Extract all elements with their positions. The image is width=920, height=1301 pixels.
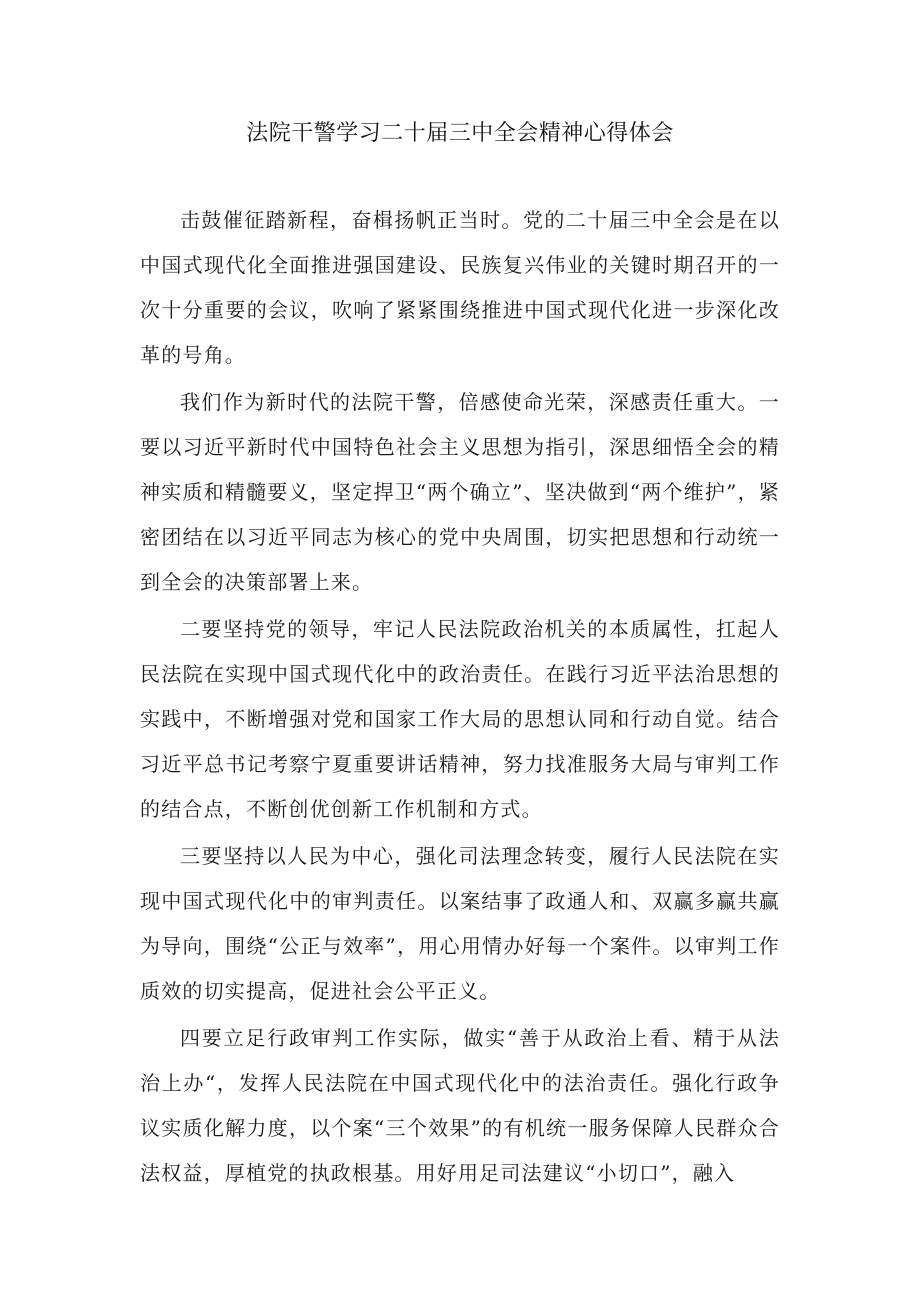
paragraph-1: 击鼓催征踏新程，奋楫扬帆正当时。党的二十届三中全会是在以中国式现代化全面推进强国建设、民族复兴伟业的关键时期召开的一次十分重要的会议，吹响了紧紧围绕推进中国式现代化进一步深化改革的号角。 xyxy=(140,208,780,367)
document-body xyxy=(140,198,780,1198)
document-title: 法院干警学习二十届三中全会精神心得体会 xyxy=(246,121,674,146)
paragraph-2: 我们作为新时代的法院干警，倍感使命光荣，深感责任重大。一要以习近平新时代中国特色社会主义思想为指引，深思细悟全会的精神实质和精髓要义，坚定捍卫“两个确立”、坚决做到“两个维护”，紧密团结在以习近平同志为核心的党中央周围，切实把思想和行动统一到全会的决策部署上来。 xyxy=(140,390,780,594)
paragraph-3: 二要坚持党的领导，牢记人民法院政治机关的本质属性，扛起人民法院在实现中国式现代化中的政治责任。在践行习近平法治思想的实践中，不断增强对党和国家工作大局的思想认同和行动自觉。结合习近平总书记考察宁夏重要讲话精神，努力找准服务大局与审判工作的结合点，不断创优创新工作机制和方式。 xyxy=(140,617,780,821)
paragraph-4: 三要坚持以人民为中心，强化司法理念转变，履行人民法院在实现中国式现代化中的审判责任。以案结事了政通人和、双赢多赢共赢为导向，围绕“公正与效率”，用心用情办好每一个案件。以审判工作质效的切实提高，促进社会公平正义。 xyxy=(140,844,780,1003)
paragraph-5: 四要立足行政审判工作实际，做实“善于从政治上看、精于从法治上办“，发挥人民法院在中国式现代化中的法治责任。强化行政争议实质化解力度，以个案“三个效果”的有机统一服务保障人民群众合法权益，厚植党的执政根基。用好用足司法建议“小切口”，融入 xyxy=(140,1026,780,1185)
